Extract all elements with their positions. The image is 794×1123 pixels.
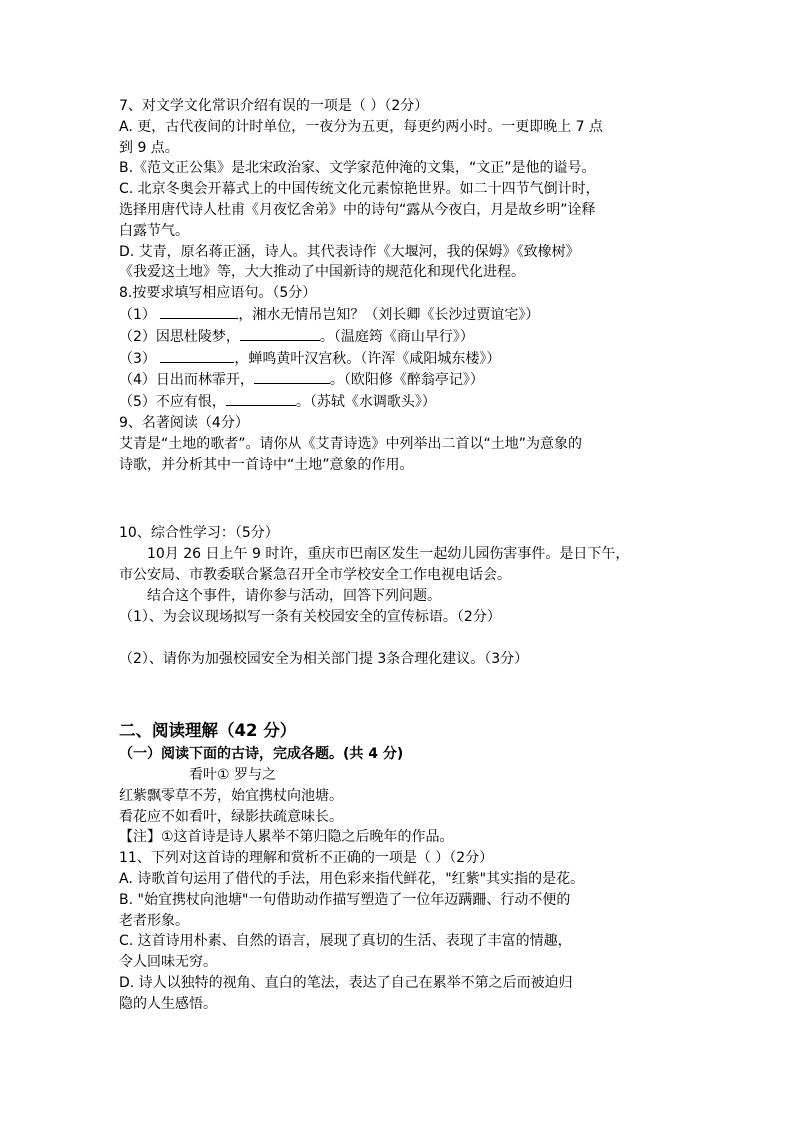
q7-option-d-line2: 《我爱这土地》等，大大推动了中国新诗的规范化和现代化进程。 [119,264,525,281]
q11-option-d-line1: D. 诗人以独特的视角、直白的笔法，表达了自己在累举不第之后而被迫归 [119,974,573,991]
q10-stem: 10、综合性学习：（5分） [119,525,279,542]
q8-item-1-prefix: （1） [119,306,156,323]
q11-option-c-line2: 令人回味无穷。 [119,954,217,971]
q11-option-c-line1: C. 这首诗用朴素、自然的语言，展现了真切的生活、表现了丰富的情趣， [119,933,572,950]
q8-item-5-prefix: （5）不应有恨， [119,394,226,411]
q8-item-2 [119,326,689,348]
poem-line-1: 红紫飘零草不芳，始宜携杖向池塘。 [119,787,343,804]
q8-item-1 [119,304,689,326]
q8-item-5 [119,391,689,413]
section-2-title: 二、阅读理解（42 分） [119,721,297,741]
poem-note: 【注】①这首诗是诗人累举不第归隐之后晚年的作品。 [119,829,454,846]
q7-option-d-line1: D. 艾青，原名蒋正涵，诗人。其代表诗作《大堰河，我的保姆》《致橡树》 [119,243,580,260]
q7-option-a-line1: A. 更，古代夜间的计时单位，一夜分为五更，每更约两小时。一更即晚上 7 点 [119,118,604,135]
q8-item-5-suffix: 。（苏轼《水调歌头》） [295,394,436,411]
q11-option-a: A. 诗歌首句运用了借代的手法，用色彩来指代鲜花，"红紫"其实指的是花。 [119,870,585,887]
q7-option-c-line1: C. 北京冬奥会开幕式上的中国传统文化元素惊艳世界。如二十四节气倒计时， [119,181,600,198]
answer-space-q9[interactable] [119,475,689,523]
q8-item-3-blank[interactable] [160,348,234,363]
q8-item-3-prefix: （3） [119,350,156,367]
q10-sub-question-2: （2）、请你为加强校园安全为相关部门提 3条合理化建议。（3分） [119,651,529,668]
q8-item-5-blank[interactable] [226,391,296,406]
q11-option-b-line1: B. "始宜携杖向池塘"一句借助动作描写塑造了一位年迈蹒跚、行动不便的 [119,891,571,908]
answer-space-q10-1[interactable] [119,627,689,649]
question-7 [119,96,689,283]
question-8 [119,283,689,413]
q8-item-2-prefix: （2）因思杜陵梦， [119,328,240,345]
q8-item-2-blank[interactable] [240,326,320,341]
q8-item-2-suffix: 。（温庭筠《商山早行》） [319,328,474,345]
q11-option-b-line2: 老者形象。 [119,912,189,929]
q8-stem: 8.按要求填写相应语句。（5分） [119,285,317,302]
q7-option-c-line2: 选择用唐代诗人杜甫《月夜忆舍弟》中的诗句“露从今夜白，月是故乡明”诠释 [119,201,596,218]
q9-text-line2: 诗歌，并分析其中一首诗中“土地”意象的作用。 [119,456,414,473]
q10-para-line1: 10月 26 日上午 9 时许，重庆市巴南区发生一起幼儿园伤害事件。是日下午， [147,546,630,563]
q7-option-a-line2: 到 9 点。 [119,139,179,156]
q11-stem: 11、下列对这首诗的理解和赏析不正确的一项是（ ）（2分） [119,850,494,867]
q7-option-b: B.《范文正公集》是北宋政治家、文学家范仲淹的文集，“文正”是他的谥号。 [119,160,596,177]
q10-para-line2: 市公安局、市教委联合紧急召开全市学校安全工作电视电话会。 [119,566,511,583]
q7-option-c-line3: 白露节气。 [119,222,189,239]
q8-item-4-suffix: 。（欧阳修《醉翁亭记》） [329,372,484,389]
question-11 [119,848,689,1014]
q8-item-4-prefix: （4）日出而林霏开， [119,372,254,389]
poem-title: 看叶① 罗与之 [189,766,277,783]
q7-stem: 7、对文学文化常识介绍有误的一项是（ ）（2分） [119,98,429,114]
q8-item-1-suffix: ，湘水无情吊岂知？（刘长卿《长沙过贾谊宅》） [238,306,540,323]
document-page [119,96,689,1014]
question-9 [119,413,689,475]
q8-item-4 [119,369,689,391]
q8-item-1-blank[interactable] [160,304,238,319]
q10-sub-question-1: （1）、为会议现场拟写一条有关校园安全的宣传标语。（2分） [119,608,501,625]
q8-item-4-blank[interactable] [254,369,330,384]
section-reading [119,718,689,848]
q8-item-3-suffix: ，蝉鸣黄叶汉宫秋。（许浑《咸阳城东楼》） [234,350,501,367]
answer-space-q10-2[interactable] [119,670,689,718]
q9-stem: 9、名著阅读（4分） [119,414,249,431]
question-10 [119,523,689,670]
section-2-sub-1: （一）阅读下面的古诗，完成各题。(共 4 分) [119,746,404,763]
q10-para-line3: 结合这个事件，请你参与活动，回答下列问题。 [147,587,441,604]
q8-item-3 [119,348,689,370]
q11-option-d-line2: 隐的人生感悟。 [119,995,217,1012]
poem-line-2: 看花应不如看叶，绿影扶疏意味长。 [119,808,343,825]
q9-text-line1: 艾青是“土地的歌者”。请你从《艾青诗选》中列举出二首以“土地”为意象的 [119,435,583,452]
